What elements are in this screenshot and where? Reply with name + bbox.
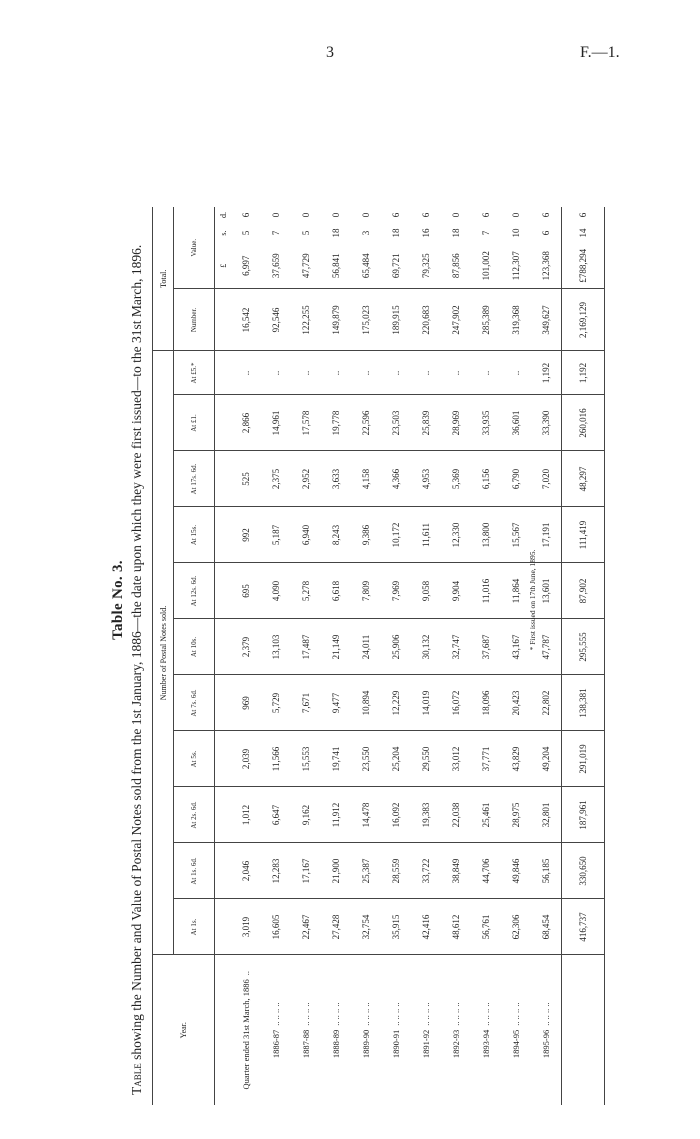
value-pence-cell: 0	[331, 212, 341, 218]
total-count-cell: 138,381	[562, 675, 605, 731]
count-cell: 33,935	[471, 395, 501, 451]
value-shillings-cell: 18	[391, 228, 401, 238]
totals-year-cell	[562, 955, 605, 1105]
value-pounds-cell: 47,729	[301, 253, 311, 279]
year-header: Year.	[153, 955, 215, 1105]
count-cell: 5,278	[291, 563, 321, 619]
table-row	[441, 207, 471, 1105]
total-count-cell: 87,902	[562, 563, 605, 619]
count-cell: 17,487	[291, 619, 321, 675]
count-cell: 9,904	[441, 563, 471, 619]
count-cell: 44,706	[471, 843, 501, 899]
value-pounds-cell: 56,841	[331, 253, 341, 279]
year-cell	[441, 955, 471, 1105]
leader-dots: ..	[241, 971, 251, 976]
leader-dots: .. .. .. ..	[301, 1002, 311, 1026]
count-cell: 12,229	[381, 675, 411, 731]
year-label: 1888-89	[331, 1029, 341, 1059]
denomination-header: At 7s. 6d.	[174, 675, 215, 731]
count-cell: 7,020	[531, 451, 562, 507]
count-cell: 21,149	[321, 619, 351, 675]
denomination-header: At 15s.	[174, 507, 215, 563]
count-cell: 14,019	[411, 675, 441, 731]
count-cell: 9,162	[291, 787, 321, 843]
grand-total-shillings: 14	[562, 223, 605, 243]
count-cell: 28,559	[381, 843, 411, 899]
count-cell: ..	[441, 351, 471, 395]
table-row	[381, 207, 411, 1105]
count-cell: 11,912	[321, 787, 351, 843]
count-cell: 22,038	[441, 787, 471, 843]
table-row	[411, 207, 441, 1105]
table-label: Table No. 3.	[110, 560, 126, 640]
table-row	[351, 207, 381, 1105]
count-cell: 5,187	[261, 507, 291, 563]
leader-dots: .. .. .. ..	[271, 1002, 281, 1026]
count-cell: 3,019	[231, 899, 261, 955]
count-cell: 3,633	[321, 451, 351, 507]
year-label: 1886-87	[271, 1029, 281, 1059]
year-cell	[261, 955, 291, 1105]
total-count-cell: 291,019	[562, 731, 605, 787]
count-cell: 2,866	[231, 395, 261, 451]
count-cell: 10,172	[381, 507, 411, 563]
count-cell: 4,366	[381, 451, 411, 507]
denomination-header: At £1.	[174, 395, 215, 451]
count-cell: 12,283	[261, 843, 291, 899]
value-pounds-cell: 37,659	[271, 253, 281, 279]
count-cell: 7,809	[351, 563, 381, 619]
value-shillings-cell: 3	[361, 230, 371, 236]
postal-notes-table	[152, 207, 605, 1105]
year-cell	[501, 955, 531, 1105]
count-cell: 6,940	[291, 507, 321, 563]
count-cell: 32,801	[531, 787, 562, 843]
count-cell: 22,802	[531, 675, 562, 731]
count-cell: 16,092	[381, 787, 411, 843]
count-cell: 19,383	[411, 787, 441, 843]
total-number-cell: 149,879	[321, 289, 351, 351]
total-number-cell: 92,546	[261, 289, 291, 351]
count-cell: 6,647	[261, 787, 291, 843]
count-cell: 19,778	[321, 395, 351, 451]
count-cell: 38,849	[441, 843, 471, 899]
rotated-table-block	[110, 95, 588, 1105]
table-row	[501, 207, 531, 1105]
value-shillings-cell: 18	[331, 228, 341, 238]
count-cell: 1,012	[231, 787, 261, 843]
count-cell: 27,428	[321, 899, 351, 955]
count-cell: ..	[321, 351, 351, 395]
year-label: 1892-93	[451, 1029, 461, 1059]
total-number-cell: 220,683	[411, 289, 441, 351]
total-number-header: Number.	[174, 289, 215, 351]
count-cell: ..	[291, 351, 321, 395]
value-pence-cell: 6	[541, 212, 551, 218]
table-caption	[129, 95, 145, 1095]
count-cell: 19,741	[321, 731, 351, 787]
count-cell: 56,761	[471, 899, 501, 955]
value-pounds-cell: 87,856	[451, 253, 461, 279]
table-row	[291, 207, 321, 1105]
count-cell: 68,454	[531, 899, 562, 955]
count-cell: 28,975	[501, 787, 531, 843]
unit-pence: d.	[218, 212, 228, 218]
page-number: 3	[326, 44, 334, 61]
year-cell	[351, 955, 381, 1105]
total-count-cell: 111,419	[562, 507, 605, 563]
count-cell: 37,687	[471, 619, 501, 675]
count-cell: 48,612	[441, 899, 471, 955]
count-cell: 6,618	[321, 563, 351, 619]
denomination-header: At 1s. 6d.	[174, 843, 215, 899]
denomination-header: At 5s.	[174, 731, 215, 787]
total-number-cell: 175,023	[351, 289, 381, 351]
value-pence-cell: 6	[421, 212, 431, 218]
count-cell: 9,386	[351, 507, 381, 563]
count-cell: 4,090	[261, 563, 291, 619]
total-number-cell: 349,627	[531, 289, 562, 351]
value-pence-cell: 6	[481, 212, 491, 218]
denomination-header: At £5.*	[174, 351, 215, 395]
count-cell: ..	[501, 351, 531, 395]
count-cell: 13,601	[531, 563, 562, 619]
year-cell	[321, 955, 351, 1105]
value-pounds-cell: 6,997	[241, 255, 251, 276]
count-cell: 992	[231, 507, 261, 563]
value-pounds-cell: 79,325	[421, 253, 431, 279]
count-cell: ..	[471, 351, 501, 395]
denomination-header: At 2s. 6d.	[174, 787, 215, 843]
count-cell: 24,011	[351, 619, 381, 675]
count-cell: 17,167	[291, 843, 321, 899]
leader-dots: .. .. .. ..	[511, 1002, 521, 1026]
count-cell: 17,191	[531, 507, 562, 563]
total-number-cell: 319,368	[501, 289, 531, 351]
count-cell: 20,423	[501, 675, 531, 731]
count-cell: 33,390	[531, 395, 562, 451]
leader-dots: .. .. .. ..	[421, 1002, 431, 1026]
count-cell: 2,375	[261, 451, 291, 507]
footnote: * First issued on 17th June, 1895.	[528, 549, 537, 651]
total-number-cell: 16,542	[231, 289, 261, 351]
value-pence-cell: 0	[511, 212, 521, 218]
denomination-header: At 12s. 6d.	[174, 563, 215, 619]
total-number-cell: 189,915	[381, 289, 411, 351]
caption-text: showing the Number and Value of Postal Notes sold from the 1st January, 1886—the date upon which they were first issued—to the 31st March, 1896.	[129, 244, 144, 1064]
count-cell: 2,046	[231, 843, 261, 899]
count-cell: 13,103	[261, 619, 291, 675]
count-cell: 10,894	[351, 675, 381, 731]
grand-total-number: 2,169,129	[562, 289, 605, 351]
count-cell: 25,461	[471, 787, 501, 843]
count-cell: 5,729	[261, 675, 291, 731]
value-shillings-cell: 7	[481, 230, 491, 236]
total-count-cell: 187,961	[562, 787, 605, 843]
count-cell: 13,800	[471, 507, 501, 563]
value-shillings-cell: 5	[241, 230, 251, 236]
count-cell: 25,204	[381, 731, 411, 787]
count-cell: 22,467	[291, 899, 321, 955]
count-cell: 8,243	[321, 507, 351, 563]
count-cell: 2,039	[231, 731, 261, 787]
count-cell: 695	[231, 563, 261, 619]
count-cell: 7,671	[291, 675, 321, 731]
total-count-cell: 416,737	[562, 899, 605, 955]
denomination-header: At 1s.	[174, 899, 215, 955]
value-shillings-cell: 16	[421, 228, 431, 238]
count-cell: 969	[231, 675, 261, 731]
count-cell: 25,839	[411, 395, 441, 451]
value-pence-cell: 0	[301, 212, 311, 218]
totals-row	[562, 207, 605, 1105]
value-shillings-cell: 6	[541, 230, 551, 236]
total-count-cell: 48,297	[562, 451, 605, 507]
count-cell: ..	[351, 351, 381, 395]
total-number-cell: 122,255	[291, 289, 321, 351]
count-cell: 42,416	[411, 899, 441, 955]
year-cell	[291, 955, 321, 1105]
year-cell	[471, 955, 501, 1105]
total-number-cell: 285,389	[471, 289, 501, 351]
value-shillings-cell: 5	[301, 230, 311, 236]
count-cell: 16,605	[261, 899, 291, 955]
number-sold-header: Number of Postal Notes sold.	[153, 351, 174, 955]
count-cell: 43,829	[501, 731, 531, 787]
count-cell: 11,611	[411, 507, 441, 563]
count-cell: 18,096	[471, 675, 501, 731]
total-count-cell: 260,016	[562, 395, 605, 451]
count-cell: 15,567	[501, 507, 531, 563]
leader-dots: .. .. .. ..	[361, 1002, 371, 1026]
value-pence-cell: 0	[271, 212, 281, 218]
year-label: 1891-92	[421, 1029, 431, 1059]
year-cell	[411, 955, 441, 1105]
count-cell: 11,016	[471, 563, 501, 619]
count-cell: 6,156	[471, 451, 501, 507]
count-cell: 1,192	[531, 351, 562, 395]
count-cell: 33,012	[441, 731, 471, 787]
denomination-header: At 17s. 6d.	[174, 451, 215, 507]
count-cell: 36,601	[501, 395, 531, 451]
count-cell: 25,387	[351, 843, 381, 899]
count-cell: 49,204	[531, 731, 562, 787]
count-cell: ..	[411, 351, 441, 395]
count-cell: 43,167	[501, 619, 531, 675]
count-cell: 16,072	[441, 675, 471, 731]
count-cell: 37,771	[471, 731, 501, 787]
page-reference: F.—1.	[580, 44, 620, 61]
year-cell	[231, 955, 261, 1105]
leader-dots: .. .. .. ..	[331, 1002, 341, 1026]
count-cell: 6,790	[501, 451, 531, 507]
year-label: 1887-88	[301, 1029, 311, 1059]
value-pence-cell: 0	[361, 212, 371, 218]
unit-shillings: s.	[218, 230, 228, 236]
grand-total-pounds: £788,294	[562, 243, 605, 289]
count-cell: 23,550	[351, 731, 381, 787]
count-cell: 33,722	[411, 843, 441, 899]
table-row	[231, 207, 261, 1105]
count-cell: 11,566	[261, 731, 291, 787]
count-cell: 22,596	[351, 395, 381, 451]
denomination-header: At 10s.	[174, 619, 215, 675]
count-cell: 525	[231, 451, 261, 507]
count-cell: ..	[261, 351, 291, 395]
leader-dots: .. .. .. ..	[391, 1002, 401, 1026]
count-cell: 56,185	[531, 843, 562, 899]
count-cell: ..	[381, 351, 411, 395]
total-value-header: Value.	[174, 207, 215, 289]
count-cell: 62,306	[501, 899, 531, 955]
count-cell: 9,058	[411, 563, 441, 619]
table-row	[261, 207, 291, 1105]
value-pounds-cell: 123,368	[541, 251, 551, 281]
count-cell: 29,550	[411, 731, 441, 787]
value-shillings-cell: 10	[511, 228, 521, 238]
count-cell: 14,961	[261, 395, 291, 451]
count-cell: 30,132	[411, 619, 441, 675]
count-cell: 14,478	[351, 787, 381, 843]
count-cell: 7,969	[381, 563, 411, 619]
count-cell: 32,754	[351, 899, 381, 955]
count-cell: 25,906	[381, 619, 411, 675]
count-cell: ..	[231, 351, 261, 395]
value-pounds-cell: 69,721	[391, 253, 401, 279]
value-pounds-cell: 65,484	[361, 253, 371, 279]
count-cell: 47,787	[531, 619, 562, 675]
grand-total-pence: 6	[562, 207, 605, 223]
leader-dots: .. .. .. ..	[451, 1002, 461, 1026]
total-header: Total.	[153, 207, 174, 351]
value-pence-cell: 0	[451, 212, 461, 218]
count-cell: 32,747	[441, 619, 471, 675]
leader-dots: .. .. .. ..	[541, 1002, 551, 1026]
value-shillings-cell: 18	[451, 228, 461, 238]
table-row	[321, 207, 351, 1105]
count-cell: 49,846	[501, 843, 531, 899]
caption-lead: Table	[129, 1063, 144, 1095]
year-label: 1895-96	[541, 1029, 551, 1059]
total-count-cell: 330,650	[562, 843, 605, 899]
count-cell: 17,578	[291, 395, 321, 451]
year-label: 1893-94	[481, 1029, 491, 1059]
total-count-cell: 295,555	[562, 619, 605, 675]
count-cell: 2,379	[231, 619, 261, 675]
count-cell: 5,369	[441, 451, 471, 507]
year-label: 1894-95	[511, 1029, 521, 1059]
count-cell: 4,953	[411, 451, 441, 507]
count-cell: 9,477	[321, 675, 351, 731]
table-row	[471, 207, 501, 1105]
count-cell: 4,158	[351, 451, 381, 507]
unit-pounds: £	[218, 263, 228, 268]
year-cell	[381, 955, 411, 1105]
year-label: 1890-91	[391, 1029, 401, 1059]
value-pence-cell: 6	[241, 212, 251, 218]
total-count-cell: 1,192	[562, 351, 605, 395]
count-cell: 11,864	[501, 563, 531, 619]
leader-dots: .. .. .. ..	[481, 1002, 491, 1026]
count-cell: 12,330	[441, 507, 471, 563]
count-cell: 21,900	[321, 843, 351, 899]
value-shillings-cell: 7	[271, 230, 281, 236]
unit-row-spacer	[215, 955, 232, 1105]
value-pounds-cell: 112,307	[511, 251, 521, 281]
count-cell: 28,969	[441, 395, 471, 451]
year-label: 1889-90	[361, 1029, 371, 1059]
count-cell: 23,503	[381, 395, 411, 451]
total-number-cell: 247,902	[441, 289, 471, 351]
count-cell: 2,952	[291, 451, 321, 507]
year-label: Quarter ended 31st March, 1886	[241, 979, 251, 1090]
count-cell: 35,915	[381, 899, 411, 955]
value-pounds-cell: 101,002	[481, 251, 491, 281]
value-pence-cell: 6	[391, 212, 401, 218]
count-cell: 15,553	[291, 731, 321, 787]
